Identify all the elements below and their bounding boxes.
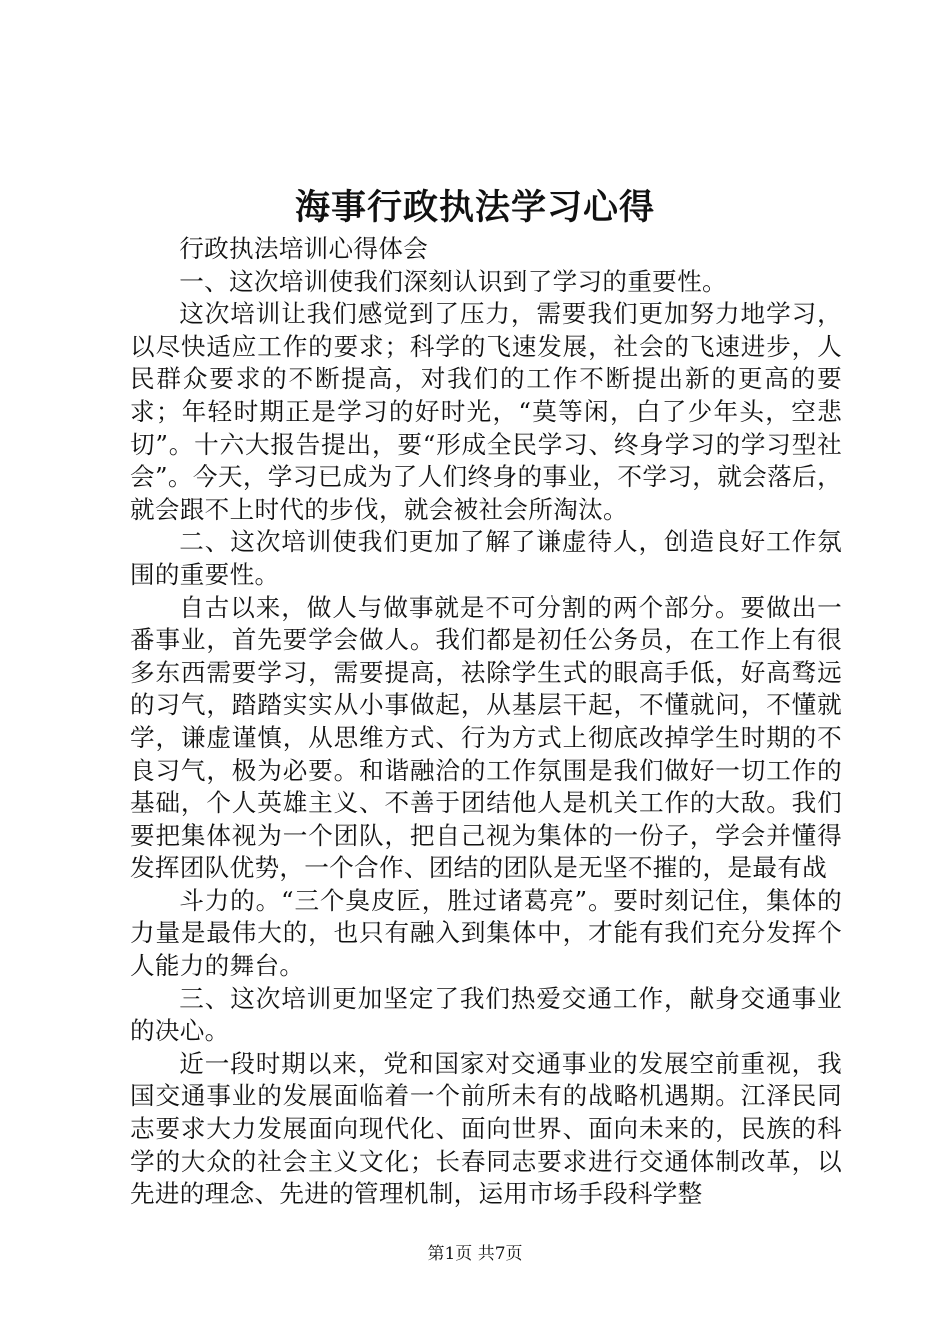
body-paragraph: 这次培训让我们感觉到了压力，需要我们更加努力地学习，以尽快适应工作的要求；科学的飞速发展，社会的飞速进步，人民群众要求的不断提高，对我们的工作不断提出新的更高的要求；年轻时期正是学习的好时光，“莫等闲，白了少年头，空悲切”。十六大报告提出，要“形成全民学习、终身学习的学习型社会”。今天，学习已成为了人们终身的事业，不学习，就会落后，就会跟不上时代的步伐，就会被社会所淘汰。 [130,299,842,524]
document-title: 海事行政执法学习心得 [294,187,655,228]
body-paragraph: 自古以来，做人与做事就是不可分割的两个部分。要做出一番事业，首先要学会做人。我们都是初任公务员，在工作上有很多东西需要学习，需要提高，祛除学生式的眼高手低，好高骛远的习气，踏踏实实从小事做起，从基层干起，不懂就问，不懂就学，谦虚谨慎，从思维方式、行为方式上彻底改掉学生时期的不良习气，极为必要。和谐融洽的工作氛围是我们做好一切工作的基础，个人英雄主义、不善于团结他人是机关工作的大敌。我们要把集体视为一个团队，把自己视为集体的一份子，学会并懂得发挥团队优势，一个合作、团结的团队是无坚不摧的，是最有战 [130,592,842,883]
subtitle-paragraph: 行政执法培训心得体会 [179,234,429,263]
section-one-heading: 一、这次培训使我们深刻认识到了学习的重要性。 [179,266,727,296]
document-body [130,233,842,1211]
section-two-heading: 二、这次培训使我们更加了解了谦虚待人，创造良好工作氛围的重要性。 [130,527,842,589]
section-three-heading: 三、这次培训更加坚定了我们热爱交通工作，献身交通事业的决心。 [130,983,842,1046]
body-paragraph: 近一段时期以来，党和国家对交通事业的发展空前重视，我国交通事业的发展面临着一个前所未有的战略机遇期。江泽民同志要求大力发展面向现代化、面向世界、面向未来的，民族的科学的大众的社会主义文化；长春同志要求进行交通体制改革，以先进的理念、先进的管理机制，运用市场手段科学整 [130,1048,842,1209]
page-footer: 第1页 共7页 [427,1244,523,1264]
body-paragraph: 斗力的。“三个臭皮匠，胜过诸葛亮”。要时刻记住，集体的力量是最伟大的，也只有融入到集体中，才能有我们充分发挥个人能力的舞台。 [130,885,842,981]
